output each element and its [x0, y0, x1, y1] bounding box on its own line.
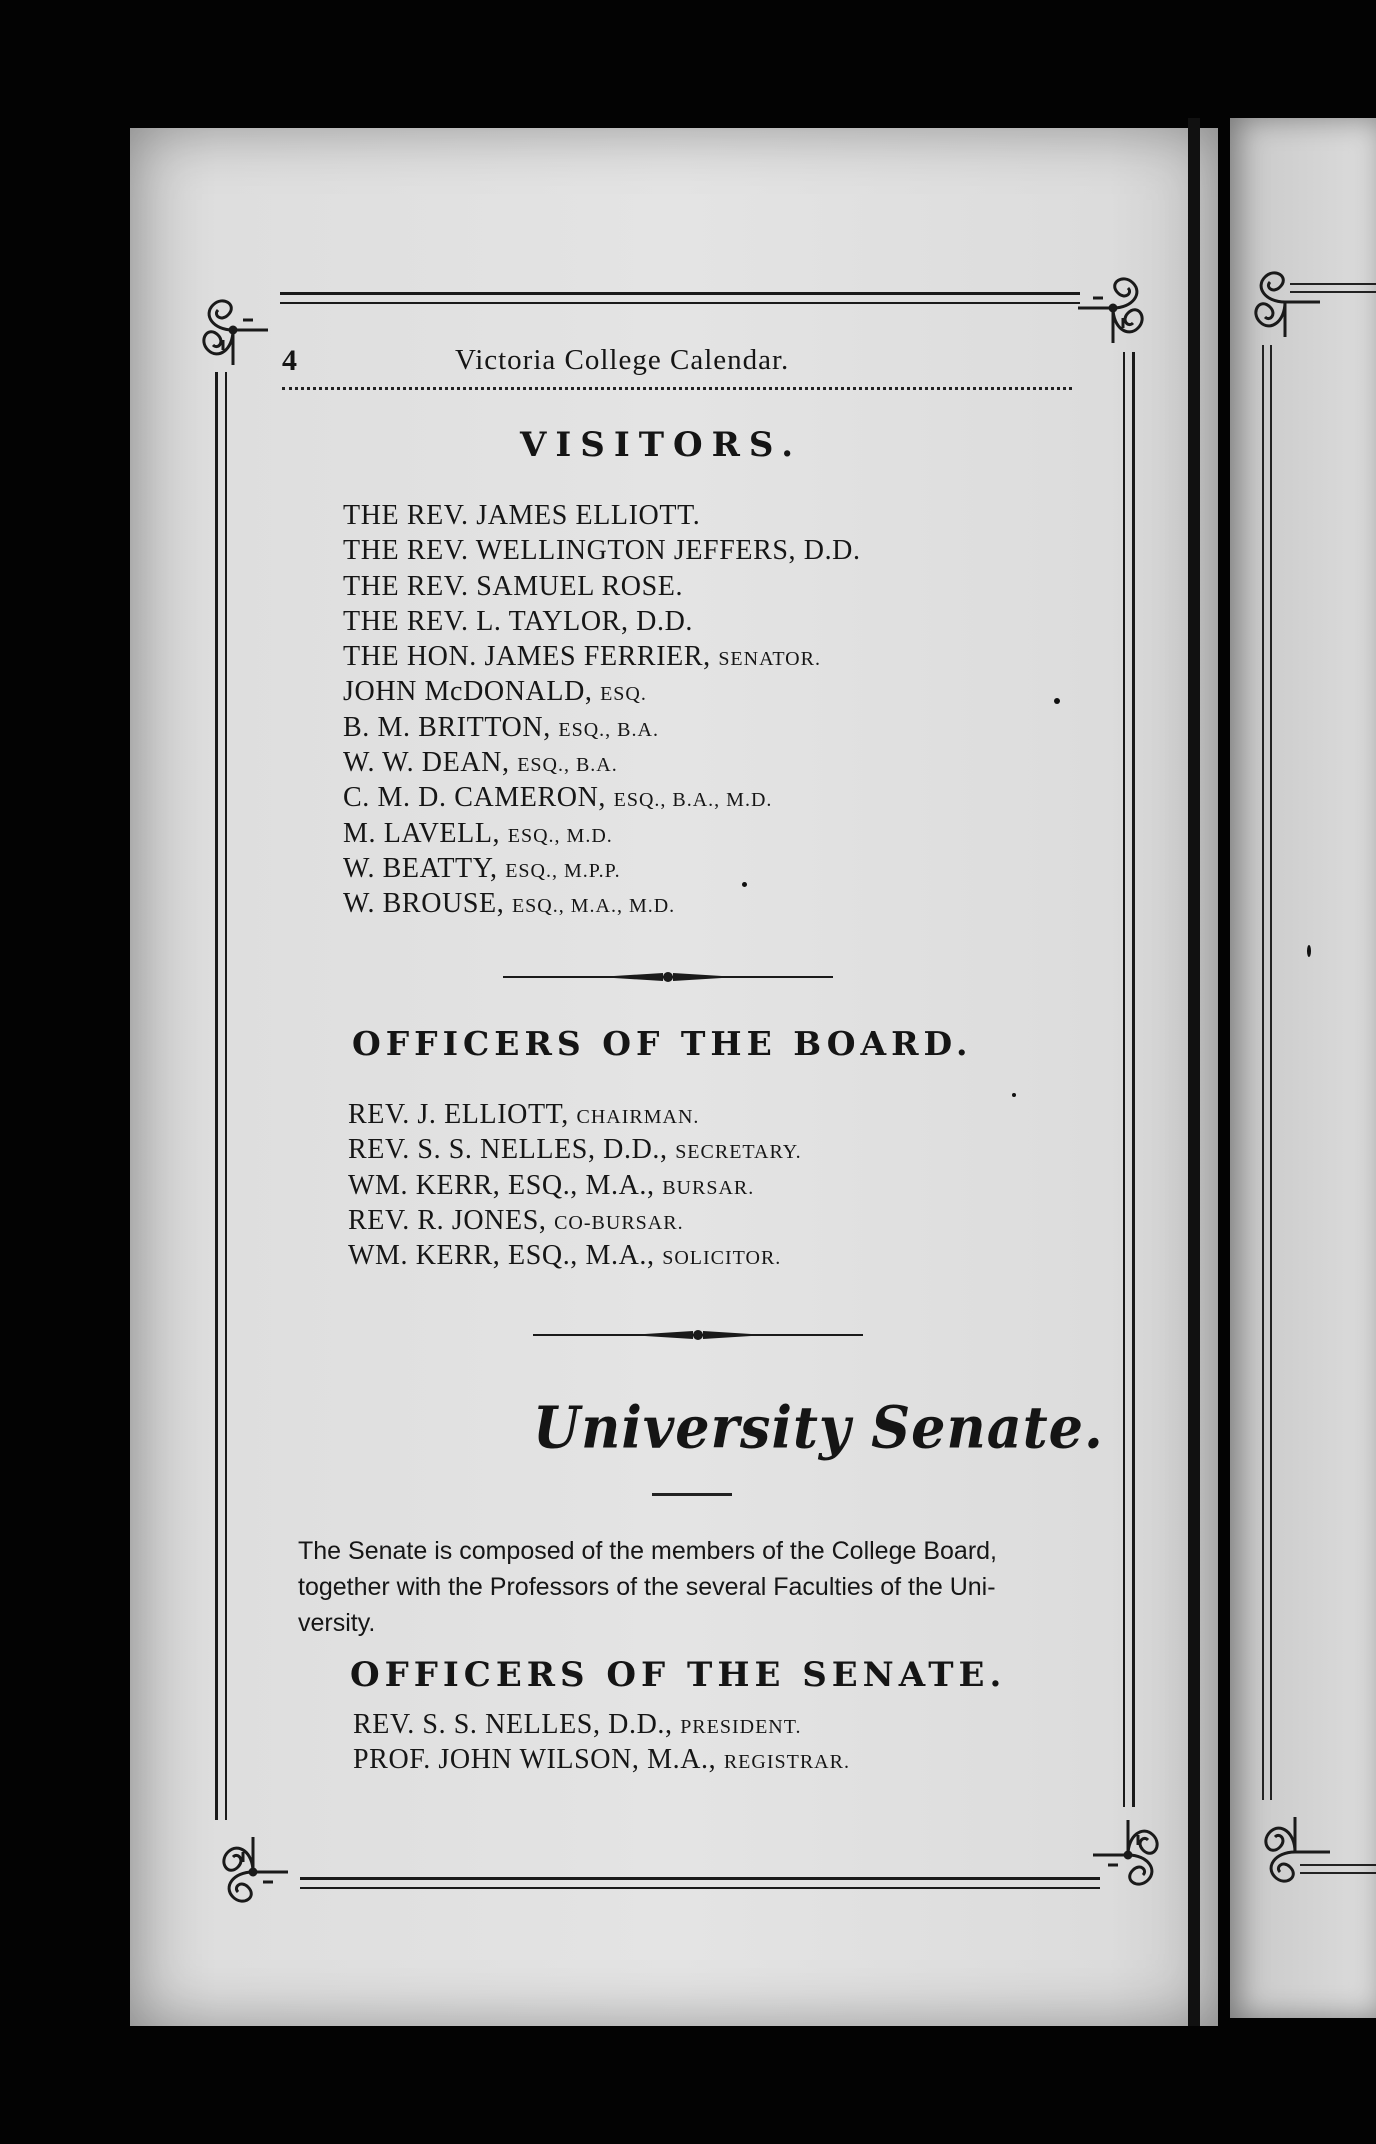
- senate-description: [298, 1533, 1088, 1641]
- page-gutter-shadow: [1188, 118, 1200, 2026]
- list-item: [343, 745, 861, 780]
- officer-role: REGISTRAR.: [723, 1751, 850, 1774]
- officer-name: WM. KERR, ESQ., M.A.,: [348, 1240, 663, 1272]
- board-officers-heading: OFFICERS OF THE BOARD.: [352, 1024, 973, 1063]
- corner-scroll-ornament-icon: [1088, 1815, 1168, 1895]
- visitor-name: THE HON. JAMES FERRIER,: [343, 641, 719, 673]
- visitor-name: W. BEATTY,: [343, 852, 506, 884]
- list-item: [343, 498, 861, 533]
- visitor-name: JOHN McDONALD,: [343, 676, 601, 708]
- visitor-name: M. LAVELL,: [343, 817, 508, 849]
- facing-page-ornament-icon: [1255, 1812, 1335, 1892]
- frame-bottom-rule: [300, 1877, 1100, 1889]
- ornamental-divider: [533, 1325, 863, 1345]
- visitor-title: ESQ.: [600, 683, 647, 706]
- officer-name: REV. J. ELLIOTT,: [348, 1099, 577, 1130]
- list-item: [343, 780, 861, 815]
- list-item: [343, 533, 861, 568]
- senate-officers-heading: OFFICERS OF THE SENATE.: [350, 1655, 1007, 1695]
- ink-speck: [1307, 945, 1311, 957]
- visitor-title: ESQ., M.P.P.: [505, 859, 621, 882]
- facing-page-frame-line: [1262, 345, 1272, 1800]
- visitor-title: ESQ., B.A., M.D.: [613, 789, 773, 812]
- list-item: [348, 1132, 802, 1167]
- visitor-title: ESQ., M.A., M.D.: [511, 895, 676, 918]
- visitor-title: ESQ., B.A.: [558, 718, 659, 741]
- board-officers-list: [348, 1097, 802, 1273]
- visitor-name: W. BROUSE,: [343, 888, 512, 920]
- officer-role: SOLICITOR.: [662, 1247, 782, 1270]
- officer-role: PRESIDENT.: [680, 1716, 802, 1738]
- officer-name: REV. S. S. NELLES, D.D.,: [353, 1709, 681, 1740]
- list-item: [343, 674, 861, 709]
- officer-role: BURSAR.: [662, 1176, 755, 1199]
- senate-heading: University Senate.: [533, 1392, 1104, 1462]
- description-line: together with the Professors of the several Faculties of the Uni-: [298, 1573, 996, 1601]
- list-item: [343, 604, 861, 639]
- officer-role: CHAIRMAN.: [576, 1106, 700, 1128]
- officer-name: REV. S. S. NELLES, D.D.,: [348, 1134, 676, 1166]
- frame-top-rule: [280, 292, 1080, 304]
- header-dotted-rule: [282, 387, 1072, 390]
- list-item: [353, 1707, 850, 1742]
- visitor-name: THE REV. SAMUEL ROSE.: [343, 570, 684, 602]
- visitor-title: ESQ., B.A.: [517, 754, 618, 777]
- corner-scroll-ornament-icon: [213, 1832, 293, 1912]
- frame-left-rule: [215, 372, 227, 1820]
- ornamental-divider: [503, 967, 833, 987]
- list-item: [348, 1168, 802, 1203]
- frame-right-rule: [1123, 352, 1135, 1807]
- visitor-title: ESQ., M.D.: [507, 824, 613, 847]
- officer-name: REV. R. JONES,: [348, 1204, 555, 1236]
- visitors-list: [343, 498, 861, 922]
- visitor-name: W. W. DEAN,: [343, 747, 518, 779]
- description-line: The Senate is composed of the members of the College Board,: [298, 1537, 997, 1565]
- senate-heading-rule: [652, 1493, 732, 1496]
- officer-name: PROF. JOHN WILSON, M.A.,: [353, 1744, 724, 1776]
- visitor-name: B. M. BRITTON,: [343, 711, 559, 743]
- list-item: [343, 886, 861, 921]
- visitors-heading: VISITORS.: [520, 425, 803, 465]
- ink-speck: [1054, 698, 1060, 704]
- ink-speck: [742, 882, 747, 887]
- list-item: [343, 851, 861, 886]
- list-item: [348, 1203, 802, 1238]
- officer-role: CO-BURSAR.: [554, 1211, 684, 1234]
- list-item: [343, 816, 861, 851]
- officer-name: WM. KERR, ESQ., M.A.,: [348, 1169, 663, 1201]
- visitor-name: THE REV. JAMES ELLIOTT.: [343, 500, 701, 531]
- list-item: [343, 569, 861, 604]
- senate-officers-list: [353, 1707, 850, 1778]
- page-number: 4: [282, 344, 297, 377]
- corner-scroll-ornament-icon: [1073, 268, 1153, 348]
- description-line: versity.: [298, 1609, 376, 1637]
- visitor-title: SENATOR.: [718, 648, 821, 671]
- visitor-name: THE REV. WELLINGTON JEFFERS, D.D.: [343, 535, 861, 567]
- officer-role: SECRETARY.: [675, 1141, 802, 1164]
- visitor-name: C. M. D. CAMERON,: [343, 782, 614, 814]
- corner-scroll-ornament-icon: [193, 290, 273, 370]
- list-item: [348, 1097, 802, 1132]
- facing-page-ornament-icon: [1245, 262, 1325, 342]
- ink-speck: [1012, 1093, 1016, 1097]
- facing-page-edge: [1230, 118, 1376, 2018]
- list-item: [343, 710, 861, 745]
- running-head: Victoria College Calendar.: [455, 344, 790, 376]
- list-item: [353, 1742, 850, 1777]
- list-item: [348, 1238, 802, 1273]
- list-item: [343, 639, 861, 674]
- visitor-name: THE REV. L. TAYLOR, D.D.: [343, 605, 693, 637]
